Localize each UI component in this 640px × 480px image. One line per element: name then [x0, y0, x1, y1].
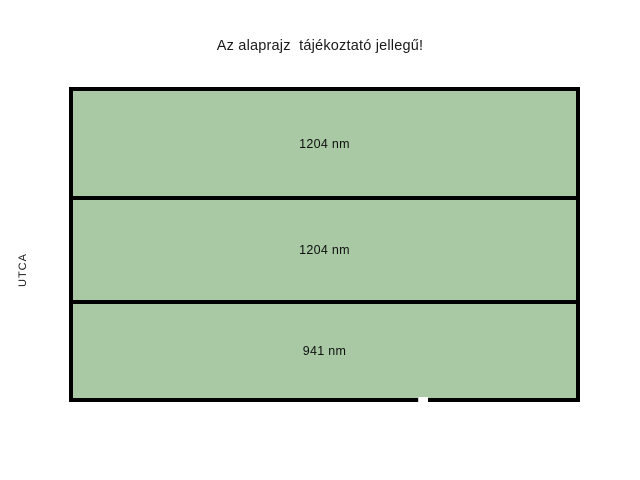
- parcel-3-area: 941 nm: [302, 344, 347, 358]
- plot-block: [69, 87, 580, 402]
- parcel-3[interactable]: [73, 304, 576, 398]
- parcel-1-area: 1204 nm: [299, 136, 350, 151]
- street-label: UTCA: [17, 253, 29, 287]
- boundary-marker-icon: [418, 397, 428, 402]
- parcel-2[interactable]: [73, 200, 576, 300]
- parcel-1[interactable]: [73, 91, 576, 196]
- parcel-2-area: 1204 nm: [299, 243, 350, 257]
- page-title: Az alaprajz tájékoztató jellegű!: [216, 38, 424, 54]
